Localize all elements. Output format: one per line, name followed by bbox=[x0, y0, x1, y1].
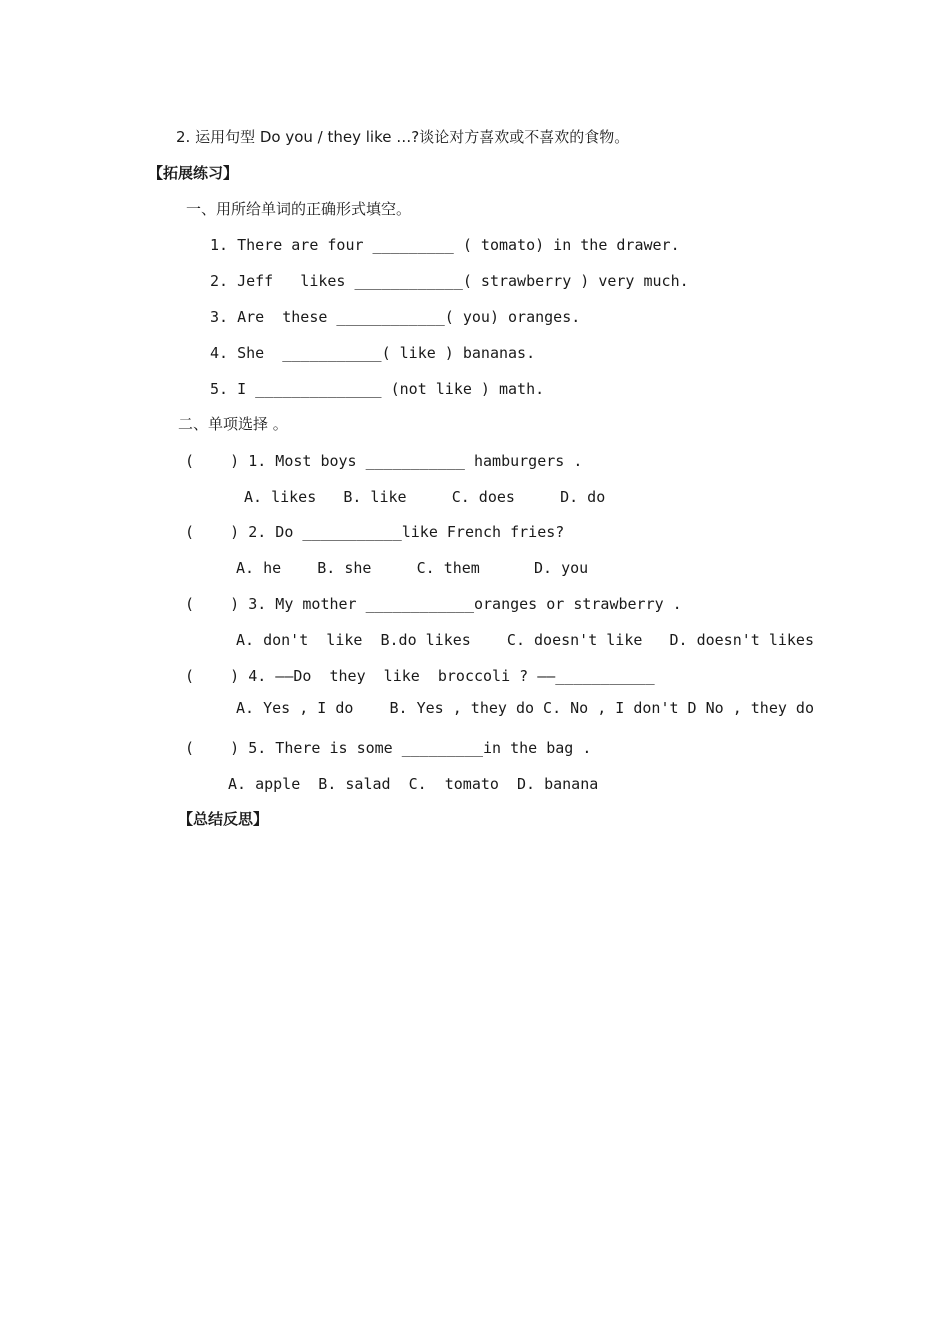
mc-question-3: ( ) 3. My mother ____________oranges or strawberry . bbox=[185, 595, 682, 613]
fill-item-2: 2. Jeff likes ____________( strawberry ) very much. bbox=[210, 272, 689, 290]
mc-options-5: A. apple B. salad C. tomato D. banana bbox=[228, 775, 599, 793]
mc-options-3: A. don't like B.do likes C. doesn't like D. doesn't likes bbox=[236, 631, 814, 649]
mc-question-5: ( ) 5. There is some _________in the bag . bbox=[185, 739, 592, 757]
objective-line: 2. 运用句型 Do you / they like …?谈论对方喜欢或不喜欢的食物。 bbox=[176, 128, 630, 146]
fill-item-1: 1. There are four _________ ( tomato) in the drawer. bbox=[210, 236, 680, 254]
part1-title: 一、用所给单词的正确形式填空。 bbox=[186, 200, 412, 218]
part2-title: 二、单项选择 。 bbox=[178, 415, 288, 433]
fill-item-5: 5. I ______________ (not like ) math. bbox=[210, 380, 545, 398]
section-heading-extend-practice: 【拓展练习】 bbox=[148, 164, 239, 182]
mc-options-4: A. Yes , I do B. Yes , they do C. No , I don't D No , they do bbox=[236, 699, 814, 717]
mc-options-2: A. he B. she C. them D. you bbox=[236, 559, 589, 577]
section-heading-summary: 【总结反思】 bbox=[178, 810, 269, 828]
mc-question-1: ( ) 1. Most boys ___________ hamburgers . bbox=[185, 452, 583, 470]
mc-question-2: ( ) 2. Do ___________like French fries? bbox=[185, 523, 565, 541]
fill-item-3: 3. Are these ____________( you) oranges. bbox=[210, 308, 581, 326]
mc-question-4: ( ) 4. ——Do they like broccoli ? ——___________ bbox=[185, 667, 655, 685]
fill-item-4: 4. She ___________( like ) bananas. bbox=[210, 344, 536, 362]
mc-options-1: A. likes B. like C. does D. do bbox=[244, 488, 606, 506]
